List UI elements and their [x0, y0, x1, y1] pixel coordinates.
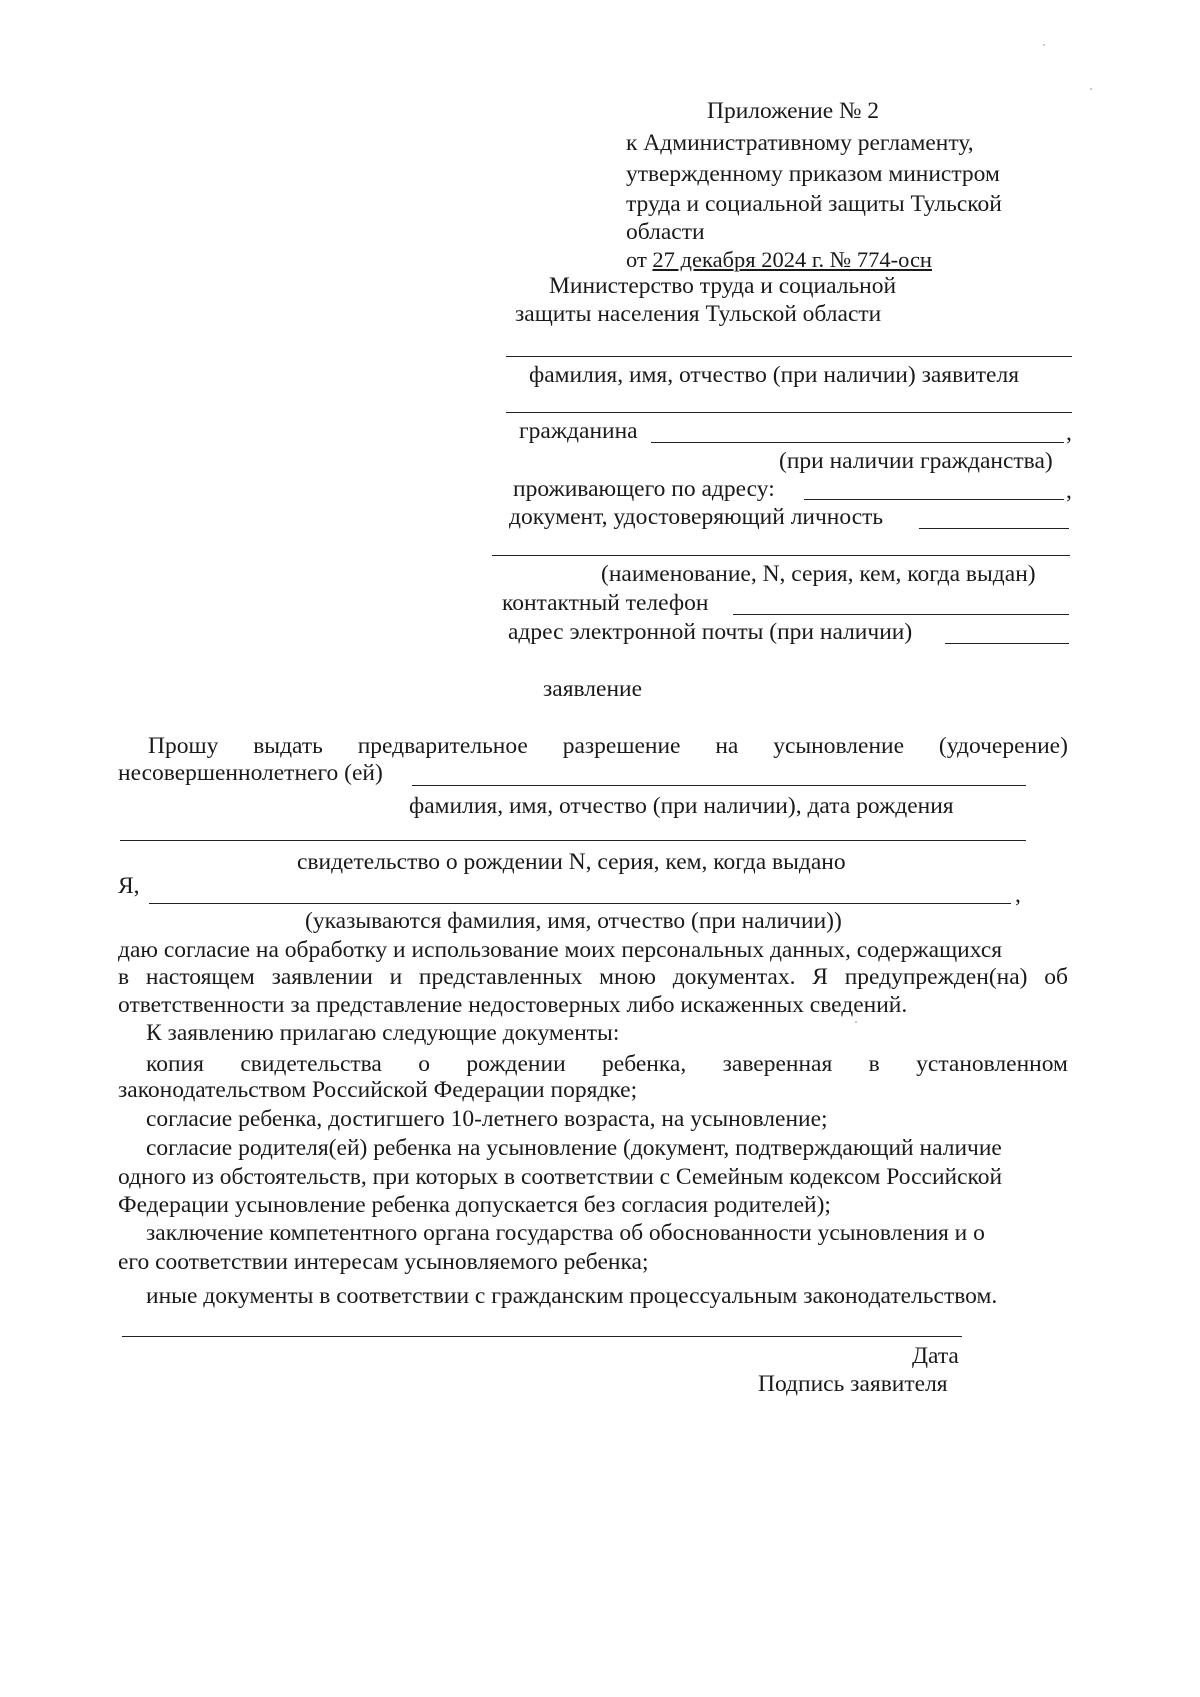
i-label: Я, — [118, 873, 140, 899]
appendix-title: Приложение № 2 — [707, 98, 880, 124]
attachment-3-line-1: согласие родителя(ей) ребенка на усыновление (документ, подтверждающий наличие — [146, 1135, 1002, 1161]
scan-speck — [855, 1021, 857, 1023]
email-field[interactable] — [945, 643, 1069, 644]
consent-word: представленных — [418, 964, 583, 990]
minor-fio-field[interactable] — [412, 785, 1026, 786]
regulation-line-3: труда и социальной защиты Тульской — [626, 191, 1002, 217]
request-word: на — [715, 733, 739, 759]
attachment-word: установленном — [916, 1051, 1068, 1077]
request-word: предварительное — [357, 733, 528, 759]
consent-word: предупрежден(на) — [844, 964, 1028, 990]
attachment-word: свидетельства — [240, 1051, 382, 1077]
addressee-line-2: защиты населения Тульской области — [515, 301, 882, 327]
attachment-word: копия — [146, 1051, 204, 1077]
scan-speck — [1090, 88, 1092, 90]
citizenship-comma: , — [1066, 420, 1072, 446]
order-date-value: 27 декабря 2024 г. № 774-осн — [652, 247, 932, 272]
attachment-word: ребенка, — [602, 1051, 687, 1077]
consent-line-3: ответственности за представление недостоверных либо искаженных сведений. — [118, 992, 908, 1018]
declarant-comma: , — [1015, 882, 1021, 908]
scan-speck — [1043, 44, 1045, 46]
attachment-5: иные документы в соответствии с гражданским процессуальным законодательством. — [146, 1283, 998, 1309]
date-label: Дата — [912, 1343, 959, 1369]
consent-line-2 — [118, 966, 1068, 990]
request-word: усыновление — [773, 733, 905, 759]
order-date-line — [626, 249, 932, 272]
id-document-label: документ, удостоверяющий личность — [509, 504, 884, 530]
statement-title: заявление — [543, 676, 643, 702]
id-document-field-2[interactable] — [492, 555, 1070, 556]
email-label: адрес электронной почты (при наличии) — [508, 619, 913, 645]
applicant-fio-field-2[interactable] — [506, 412, 1072, 413]
applicant-fio-field[interactable] — [506, 356, 1072, 357]
address-comma: , — [1066, 478, 1072, 504]
addressee-line-1: Министерство труда и социальной — [549, 273, 897, 299]
consent-word: Я — [812, 964, 828, 990]
address-field[interactable] — [804, 499, 1064, 500]
signature-label: Подпись заявителя — [758, 1371, 948, 1397]
address-label: проживающего по адресу: — [513, 476, 775, 502]
phone-label: контактный телефон — [502, 590, 709, 616]
consent-word: и — [389, 964, 403, 990]
request-word: разрешение — [562, 733, 681, 759]
minor-label: несовершеннолетнего (ей) — [118, 760, 383, 786]
attachment-word: рождении — [466, 1051, 566, 1077]
attachment-4-line-2: его соответствии интересам усыновляемого ребенка; — [118, 1249, 649, 1275]
request-word: (удочерение) — [938, 733, 1068, 759]
signature-field[interactable] — [122, 1336, 962, 1337]
attachment-1-line-2: законодательством Российской Федерации порядке; — [118, 1077, 638, 1103]
declarant-caption: (указываются фамилия, имя, отчество (при наличии)) — [305, 908, 842, 934]
birth-certificate-caption: свидетельство о рождении N, серия, кем, когда выдано — [297, 849, 846, 875]
attachment-4-line-1: заключение компетентного органа государства об обоснованности усыновления и о — [146, 1220, 985, 1246]
consent-word: мною — [599, 964, 656, 990]
request-line-1 — [148, 735, 1068, 759]
consent-line-1: даю согласие на обработку и использование моих персональных данных, содержащихся — [118, 937, 1003, 963]
attachments-intro: К заявлению прилагаю следующие документы: — [146, 1020, 620, 1046]
request-word: выдать — [253, 733, 323, 759]
id-document-caption: (наименование, N, серия, кем, когда выдан) — [601, 561, 1036, 587]
request-word: Прошу — [148, 733, 219, 759]
order-date-prefix: от — [626, 247, 647, 272]
citizenship-caption: (при наличии гражданства) — [779, 448, 1053, 474]
attachment-word: заверенная — [722, 1051, 833, 1077]
applicant-fio-caption: фамилия, имя, отчество (при наличии) заявителя — [529, 362, 1020, 388]
attachment-3-line-3: Федерации усыновление ребенка допускается без согласия родителей); — [118, 1192, 831, 1218]
birth-certificate-field[interactable] — [120, 840, 1026, 841]
consent-word: в — [118, 964, 130, 990]
minor-caption: фамилия, имя, отчество (при наличии), дата рождения — [409, 793, 954, 819]
phone-field[interactable] — [733, 614, 1069, 615]
declarant-fio-field[interactable] — [149, 903, 1011, 904]
attachment-3-line-2: одного из обстоятельств, при которых в соответствии с Семейным кодексом Российской — [118, 1164, 1003, 1190]
citizenship-label: гражданина — [519, 418, 638, 444]
consent-word: настоящем — [145, 964, 255, 990]
attachment-word: о — [418, 1051, 430, 1077]
citizenship-field[interactable] — [651, 442, 1064, 443]
attachment-2: согласие ребенка, достигшего 10-летнего возраста, на усыновление; — [146, 1106, 828, 1132]
consent-word: об — [1044, 964, 1068, 990]
consent-word: документах. — [672, 964, 796, 990]
attachment-word: в — [868, 1051, 880, 1077]
regulation-line-2: утвержденному приказом министром — [626, 161, 1000, 187]
attachment-1-line-1 — [146, 1053, 1068, 1077]
regulation-line-1: к Административному регламенту, — [626, 130, 974, 156]
id-document-field[interactable] — [919, 528, 1069, 529]
consent-word: заявлении — [271, 964, 373, 990]
regulation-line-4: области — [626, 219, 705, 245]
